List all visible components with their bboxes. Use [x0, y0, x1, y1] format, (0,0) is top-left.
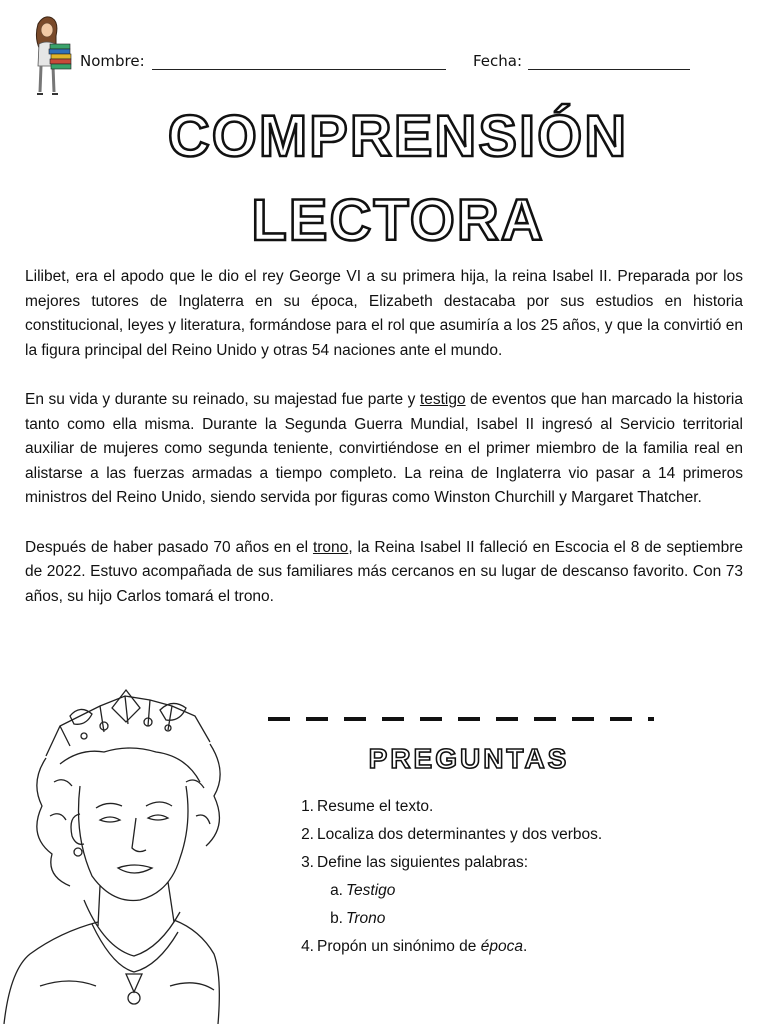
queen-portrait-drawing: [0, 686, 240, 1024]
questions-list: [296, 793, 736, 961]
questions-title-text: PREGUNTAS: [368, 743, 570, 774]
dashed-divider: [266, 711, 656, 725]
name-label: Nombre:: [80, 52, 145, 70]
date-field[interactable]: [528, 69, 690, 70]
paragraph-1: Lilibet, era el apodo que le dio el rey George VI a su primera hija, la reina Isabel II. Preparada por los mejores tutores de Inglaterra en su época, Elizabeth destacaba por sus estudios en historia constitucional, leyes y literatura, formándose para el rol que asumiría a los 25 años, y que la convirtió en la figura principal del Reino Unido y otras 54 naciones ante el mundo.: [25, 268, 743, 359]
name-field[interactable]: [152, 69, 446, 70]
reading-text: [25, 265, 743, 609]
question-sub-item: b. Trono: [330, 910, 386, 927]
title-line-1: COMPRENSIÓN: [167, 104, 629, 169]
question-sub-item: a. Testigo: [330, 882, 396, 899]
page-title: [0, 100, 768, 255]
question-item: 1. Resume el texto.: [301, 798, 434, 815]
underlined-word-trono: trono: [312, 538, 349, 556]
question-item: 4. Propón un sinónimo de época.: [301, 938, 528, 955]
paragraph-2: En su vida y durante su reinado, su majestad fue parte y testigo de eventos que han marcado la historia tanto como ella misma. Durante la Segunda Guerra Mundial, Isabel II ingresó al Servicio territorial auxiliar de mujeres como segunda teniente, convirtiéndose en el primer miembro de la familia real en alistarse a las fuerzas armadas a tiempo completo. La reina de Inglaterra vio pasar a 14 primeros ministros del Reino Unido, siendo servida por figuras como Winston Churchill y Margaret Thatcher.: [25, 390, 743, 507]
girl-with-books-icon: [26, 14, 78, 98]
title-line-2: LECTORA: [251, 188, 545, 253]
underlined-word-testigo: testigo: [419, 390, 466, 408]
question-item: 3. Define las siguientes palabras:: [301, 854, 529, 871]
worksheet-header: [26, 14, 726, 98]
questions-title: [364, 737, 574, 777]
paragraph-3: Después de haber pasado 70 años en el trono, la Reina Isabel II falleció en Escocia el 8 de septiembre de 2022. Estuvo acompañada de sus familiares más cercanos en su lugar de descanso favorito. Con 73 años, su hijo Carlos tomará el trono.: [25, 538, 743, 605]
question-item: 2. Localiza dos determinantes y dos verbos.: [301, 826, 603, 843]
date-label: Fecha:: [473, 52, 523, 70]
